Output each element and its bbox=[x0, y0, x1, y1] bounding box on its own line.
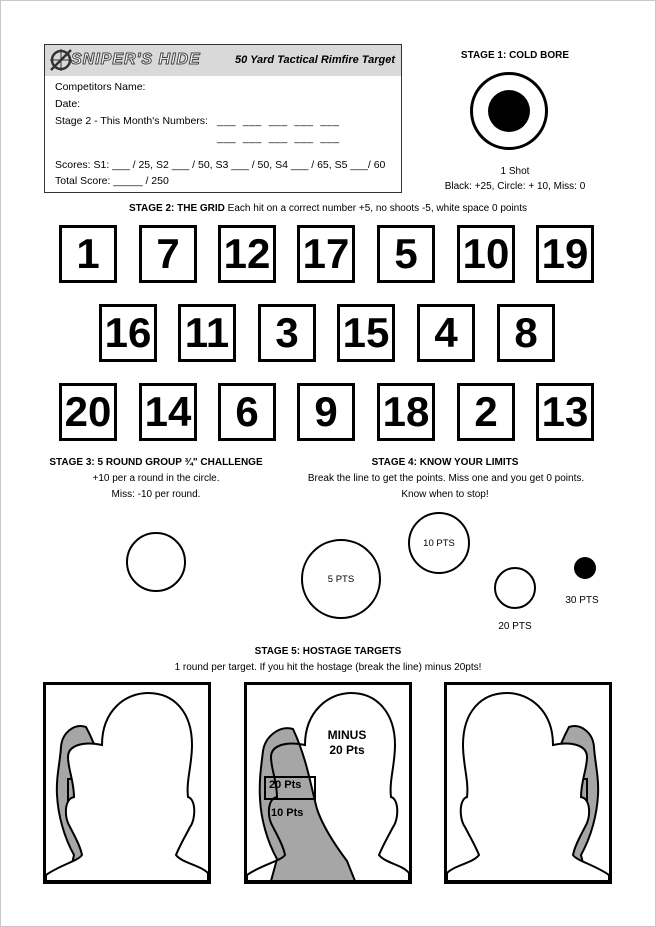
grid-number-box[interactable]: 18 bbox=[377, 383, 435, 441]
grid-number-box[interactable]: 6 bbox=[218, 383, 276, 441]
stage4-line1: Break the line to get the points. Miss one and you get 0 points. bbox=[307, 473, 585, 484]
date-label: Date: bbox=[55, 98, 81, 110]
total-score-line: Total Score: _____ / 250 bbox=[55, 175, 169, 187]
grid-number-box[interactable]: 9 bbox=[297, 383, 355, 441]
competitor-name-label: Competitors Name: bbox=[55, 81, 146, 93]
stage4-line2: Know when to stop! bbox=[401, 489, 489, 500]
grid-number-box[interactable]: 15 bbox=[337, 304, 395, 362]
stage1-shots: 1 Shot bbox=[500, 166, 530, 177]
stage2-title: STAGE 2: THE GRID bbox=[128, 203, 225, 214]
hostage-panel-3[interactable] bbox=[444, 682, 612, 884]
grid-number-box[interactable]: 7 bbox=[139, 225, 197, 283]
logo-text: SNIPER'S HIDE bbox=[71, 51, 201, 68]
hostage-figures bbox=[447, 685, 609, 881]
target-30-pts-label: 30 PTS bbox=[565, 595, 599, 606]
stage1-title: STAGE 1: COLD BORE bbox=[460, 50, 570, 61]
stage5-desc: 1 round per target. If you hit the hostage (break the line) minus 20pts! bbox=[174, 662, 482, 673]
minus-line2: 20 Pts bbox=[329, 743, 365, 757]
target-5-pts-label: 5 PTS bbox=[327, 573, 355, 585]
grid-number-box[interactable]: 13 bbox=[536, 383, 594, 441]
numbers-blanks-1: ___ ___ ___ ___ ___ bbox=[217, 115, 340, 127]
grid-number-box[interactable]: 11 bbox=[178, 304, 236, 362]
stage2-heading bbox=[0, 203, 656, 214]
zone-10-pts-label: 10 Pts bbox=[271, 807, 304, 819]
stage3-title: STAGE 3: 5 ROUND GROUP ¾" CHALLENGE bbox=[49, 457, 263, 468]
grid-number-box[interactable]: 14 bbox=[139, 383, 197, 441]
grid-number-box[interactable]: 1 bbox=[59, 225, 117, 283]
stage4-title: STAGE 4: KNOW YOUR LIMITS bbox=[371, 457, 519, 468]
stage3-line2: Miss: -10 per round. bbox=[111, 489, 201, 500]
grid-number-box[interactable]: 2 bbox=[457, 383, 515, 441]
target-title: 50 Yard Tactical Rimfire Target bbox=[235, 54, 395, 66]
grid-number-box[interactable]: 20 bbox=[59, 383, 117, 441]
hostage-figures bbox=[46, 685, 208, 881]
hostage-minus-label bbox=[299, 728, 395, 758]
stage2-desc: Each hit on a correct number +5, no shoots -5, white space 0 points bbox=[224, 203, 528, 214]
grid-number-box[interactable]: 19 bbox=[536, 225, 594, 283]
target-10-pts-label: 10 PTS bbox=[423, 537, 455, 549]
scores-line: Scores: S1: ___ / 25, S2 ___ / 50, S3 ___ / 50, S4 ___ / 65, S5 ___/ 60 bbox=[55, 159, 386, 171]
cold-bore-bullseye[interactable] bbox=[488, 90, 530, 132]
grid-number-box[interactable]: 12 bbox=[218, 225, 276, 283]
crosshair-logo-icon bbox=[49, 48, 73, 72]
grid-number-box[interactable]: 10 bbox=[457, 225, 515, 283]
stage5-title: STAGE 5: HOSTAGE TARGETS bbox=[254, 646, 402, 657]
logo-bar bbox=[45, 45, 401, 76]
numbers-blanks-2: ___ ___ ___ ___ ___ bbox=[217, 132, 340, 144]
minus-line1: MINUS bbox=[327, 728, 367, 742]
target-10-pts[interactable] bbox=[408, 512, 470, 574]
hostage-panel-1[interactable] bbox=[43, 682, 211, 884]
zone-20-pts-label: 20 Pts bbox=[269, 779, 302, 791]
target-20-pts-label: 20 PTS bbox=[498, 621, 532, 632]
target-30-pts[interactable] bbox=[574, 557, 596, 579]
target-5-pts[interactable] bbox=[301, 539, 381, 619]
hostage-panel-2[interactable] bbox=[244, 682, 412, 884]
grid-number-box[interactable]: 5 bbox=[377, 225, 435, 283]
grid-number-box[interactable]: 16 bbox=[99, 304, 157, 362]
stage3-line1: +10 per a round in the circle. bbox=[92, 473, 220, 484]
grid-number-box[interactable]: 4 bbox=[417, 304, 475, 362]
target-20-pts[interactable] bbox=[494, 567, 536, 609]
stage1-scoring: Black: +25, Circle: + 10, Miss: 0 bbox=[444, 181, 586, 192]
numbers-label: Stage 2 - This Month's Numbers: bbox=[55, 115, 208, 127]
grid-number-box[interactable]: 8 bbox=[497, 304, 555, 362]
grid-number-box[interactable]: 17 bbox=[297, 225, 355, 283]
cold-bore-target-circle[interactable] bbox=[470, 72, 548, 150]
header-box bbox=[44, 44, 402, 193]
group-challenge-circle[interactable] bbox=[126, 532, 186, 592]
grid-number-box[interactable]: 3 bbox=[258, 304, 316, 362]
